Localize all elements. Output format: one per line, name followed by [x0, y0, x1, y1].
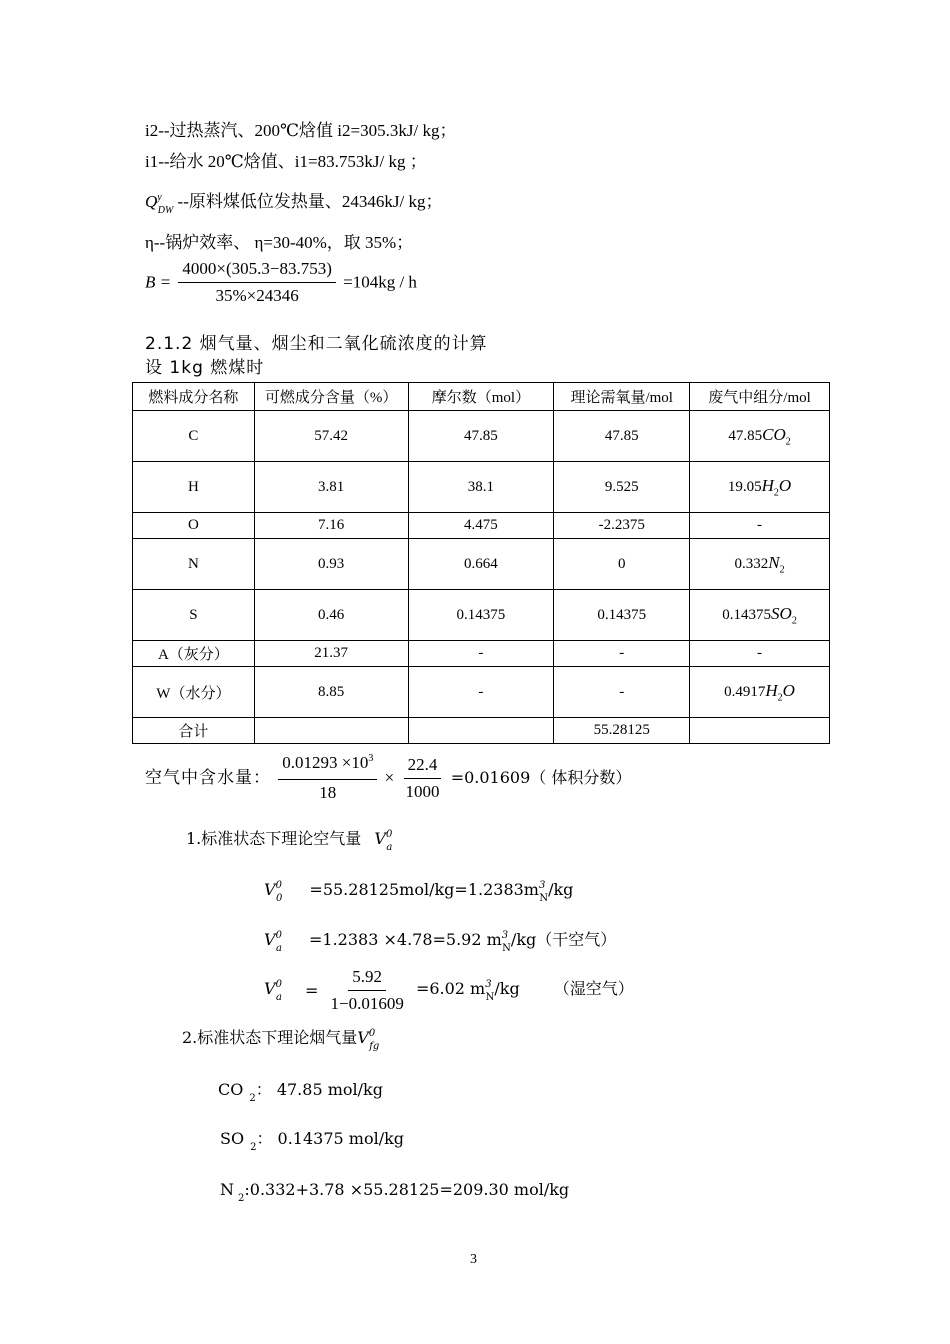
eq3-fraction: [327, 966, 408, 1015]
so2-line: [220, 1129, 404, 1152]
table-cell-name: A（灰分）: [133, 641, 255, 667]
i2-definition: i2--过热蒸汽、200℃焓值 i2=305.3kJ/ kg；: [145, 121, 457, 140]
table-cell-o2: -: [554, 667, 690, 718]
table-cell-mol: 4.475: [408, 513, 554, 539]
eq1-sup: 0: [275, 880, 282, 891]
co2-formula: CO: [218, 1080, 244, 1099]
table-cell-gas: [690, 718, 830, 744]
item1-symbol: V: [374, 829, 386, 848]
eq3-sup: 0: [275, 979, 282, 990]
gas-value: -: [757, 645, 763, 661]
gas-formula: [771, 603, 797, 627]
so2-formula: SO: [220, 1129, 245, 1148]
eq1-sub: 0: [275, 893, 283, 904]
table-cell-content: 0.93: [254, 539, 408, 590]
item2-title-text: 2.标准状态下理论烟气量: [182, 1028, 358, 1047]
item1-eq1: [264, 880, 573, 903]
eq2-symbol: V: [264, 930, 276, 949]
table-cell-o2: -: [554, 641, 690, 667]
table-cell-content: 0.46: [254, 590, 408, 641]
gas-value: 19.05: [727, 478, 762, 495]
table-cell-o2: 47.85: [554, 411, 690, 462]
table-cell-gas: [690, 462, 830, 513]
eq2-text: =1.2383 ×4.78=5.92 m: [309, 930, 502, 949]
eq1-text: =55.28125mol/kg=1.2383m: [309, 880, 539, 899]
gas-formula-base: SO: [771, 603, 792, 623]
table-header-cell: 摩尔数（mol）: [408, 383, 554, 411]
n2-formula: N: [220, 1180, 234, 1199]
gas-formula-sub: 2: [785, 436, 791, 448]
eq3-sub: a: [275, 992, 282, 1003]
table-header-cell: 燃料成分名称: [133, 383, 255, 411]
table-cell-o2: -2.2375: [554, 513, 690, 539]
air-fraction-1: [278, 752, 377, 804]
table-cell-o2: 9.525: [554, 462, 690, 513]
eq2-unit-sup: 3: [501, 930, 509, 941]
eq2-tail: /kg（干空气）: [510, 930, 617, 949]
n2-sub: 2: [238, 1193, 245, 1204]
table-cell-content: 3.81: [254, 462, 408, 513]
table-cell-gas: [690, 641, 830, 667]
table-cell-o2: 55.28125: [554, 718, 690, 744]
table-cell-mol: [408, 718, 554, 744]
table-cell-name: S: [133, 590, 255, 641]
item2-sub: fg: [369, 1041, 380, 1052]
assumption-line: 设 1kg 燃煤时: [145, 358, 265, 378]
q-text: --原料煤低位发热量、24346kJ/ kg；: [177, 192, 443, 211]
b-fraction: [178, 258, 336, 307]
gas-value: -: [757, 517, 763, 533]
gas-formula: [762, 424, 791, 448]
b-formula: [145, 258, 417, 307]
air-num1: 0.01293 ×10: [282, 753, 369, 772]
table-cell-name: O: [133, 513, 255, 539]
table-cell-name: W（水分）: [133, 667, 255, 718]
air-moisture-line: [145, 752, 631, 804]
table-cell-content: 7.16: [254, 513, 408, 539]
page-number: 3: [470, 1252, 477, 1267]
table-cell-mol: -: [408, 667, 554, 718]
item1-sup: 0: [385, 829, 393, 840]
q-symbol: Q: [145, 192, 158, 211]
eq3-unit-sup: 3: [485, 979, 492, 990]
item1-eq2: [264, 930, 616, 953]
co2-line: [218, 1080, 383, 1103]
b-lhs: B =: [145, 272, 172, 292]
item1-title-text: 1.标准状态下理论空气量: [186, 829, 362, 848]
table-cell-mol: 47.85: [408, 411, 554, 462]
gas-formula-sub: 2: [773, 487, 779, 499]
table-row: [133, 590, 830, 641]
co2-sub: 2: [249, 1093, 256, 1104]
eq2-unit-sub: N: [502, 943, 511, 954]
table-row: [133, 462, 830, 513]
q-superscript: y: [157, 192, 162, 203]
gas-formula-base: N: [768, 552, 780, 572]
eq3-note: （湿空气）: [553, 979, 634, 998]
table-row: [133, 411, 830, 462]
table-cell-name: H: [133, 462, 255, 513]
table-cell-name: N: [133, 539, 255, 590]
gas-formula-tail: O: [782, 680, 795, 700]
gas-formula-sub: 2: [779, 564, 785, 576]
table-cell-gas: [690, 411, 830, 462]
eta-definition: η--锅炉效率、 η=30-40%，取 35%；: [145, 233, 414, 252]
eq3-numerator: 5.92: [348, 966, 386, 991]
eq3-tail: /kg: [494, 979, 520, 998]
gas-formula: [761, 475, 792, 499]
eq3-denominator: 1−0.01609: [330, 994, 404, 1013]
table-header-cell: 废气中组分/mol: [690, 383, 830, 411]
i1-definition: i1--给水 20℃焓值、i1=83.753kJ/ kg ；: [145, 152, 427, 171]
gas-formula-sub: 2: [791, 615, 797, 627]
table-header-cell: 可燃成分含量（%）: [254, 383, 408, 411]
table-header-row: [133, 383, 830, 411]
table-cell-name: 合计: [133, 718, 255, 744]
table-cell-gas: [690, 539, 830, 590]
gas-formula: [765, 680, 795, 704]
table-header-cell: 理论需氧量/mol: [554, 383, 690, 411]
gas-formula-base: H: [765, 680, 778, 700]
table-cell-mol: 0.664: [408, 539, 554, 590]
fuel-composition-table: [132, 382, 830, 744]
gas-value: 47.85: [728, 427, 763, 444]
item2-title: [182, 1028, 379, 1051]
gas-value: 0.14375: [722, 606, 772, 623]
gas-value: 0.4917: [724, 683, 766, 700]
n2-line: [220, 1180, 569, 1203]
eq3-symbol: V: [264, 979, 276, 998]
q-subscript: DW: [157, 205, 174, 216]
eq1-tail: /kg: [548, 880, 574, 899]
table-row: [133, 539, 830, 590]
table-cell-mol: 38.1: [408, 462, 554, 513]
eq1-symbol: V: [264, 880, 276, 899]
table-cell-name: C: [133, 411, 255, 462]
co2-value: ： 47.85 mol/kg: [255, 1080, 383, 1099]
gas-formula-sub: 2: [777, 692, 783, 704]
air-fraction-2-numerator: 22.4: [404, 754, 442, 779]
eq1-unit-sup: 3: [538, 880, 546, 891]
air-result: =0.01609（ 体积分数）: [450, 768, 632, 787]
item1-title: [186, 829, 392, 852]
air-times: ×: [384, 768, 395, 787]
item1-sub: a: [386, 842, 393, 853]
item2-sup: 0: [368, 1028, 376, 1039]
table-cell-gas: [690, 513, 830, 539]
table-cell-content: 21.37: [254, 641, 408, 667]
q-definition: [145, 192, 442, 215]
gas-formula-base: H: [761, 475, 774, 495]
table-cell-mol: -: [408, 641, 554, 667]
air-fraction-1-denominator: 18: [319, 783, 337, 802]
item2-symbol: V: [357, 1028, 369, 1047]
air-fraction-2: [401, 754, 443, 803]
table-row: [133, 667, 830, 718]
table-cell-o2: 0: [554, 539, 690, 590]
table-row: [133, 513, 830, 539]
section-heading: 2.1.2 烟气量、烟尘和二氧化硫浓度的计算: [145, 334, 488, 354]
b-denominator: 35%×24346: [215, 286, 299, 305]
air-label: 空气中含水量：: [145, 768, 271, 788]
eq2-sub: a: [275, 943, 282, 954]
table-cell-gas: [690, 590, 830, 641]
table-cell-content: 57.42: [254, 411, 408, 462]
table-row: [133, 641, 830, 667]
table-cell-o2: 0.14375: [554, 590, 690, 641]
n2-value: :0.332+3.78 ×55.28125=209.30 mol/kg: [244, 1180, 570, 1199]
eq3-equals: =: [305, 980, 319, 1000]
item1-eq3: [264, 966, 634, 1015]
air-fraction-2-denominator: 1000: [405, 781, 440, 801]
air-fraction-1-numerator: [278, 752, 377, 780]
gas-formula-base: CO: [762, 424, 786, 444]
table-cell-content: [254, 718, 408, 744]
gas-formula-tail: O: [778, 475, 792, 495]
b-rhs: =104kg / h: [343, 272, 417, 292]
so2-sub: 2: [250, 1142, 257, 1153]
table-cell-content: 8.85: [254, 667, 408, 718]
eq2-sup: 0: [275, 930, 282, 941]
gas-formula: [768, 552, 785, 576]
eq1-unit-sub: N: [539, 893, 549, 904]
table-cell-mol: 0.14375: [408, 590, 554, 641]
eq3-unit-sub: N: [485, 992, 495, 1003]
so2-value: ： 0.14375 mol/kg: [256, 1129, 405, 1148]
b-numerator: 4000×(305.3−83.753): [178, 258, 336, 283]
eq3-text: =6.02 m: [415, 979, 486, 998]
table-row: [133, 718, 830, 744]
air-num1-sup: 3: [368, 753, 374, 764]
table-cell-gas: [690, 667, 830, 718]
gas-value: 0.332: [734, 555, 769, 572]
